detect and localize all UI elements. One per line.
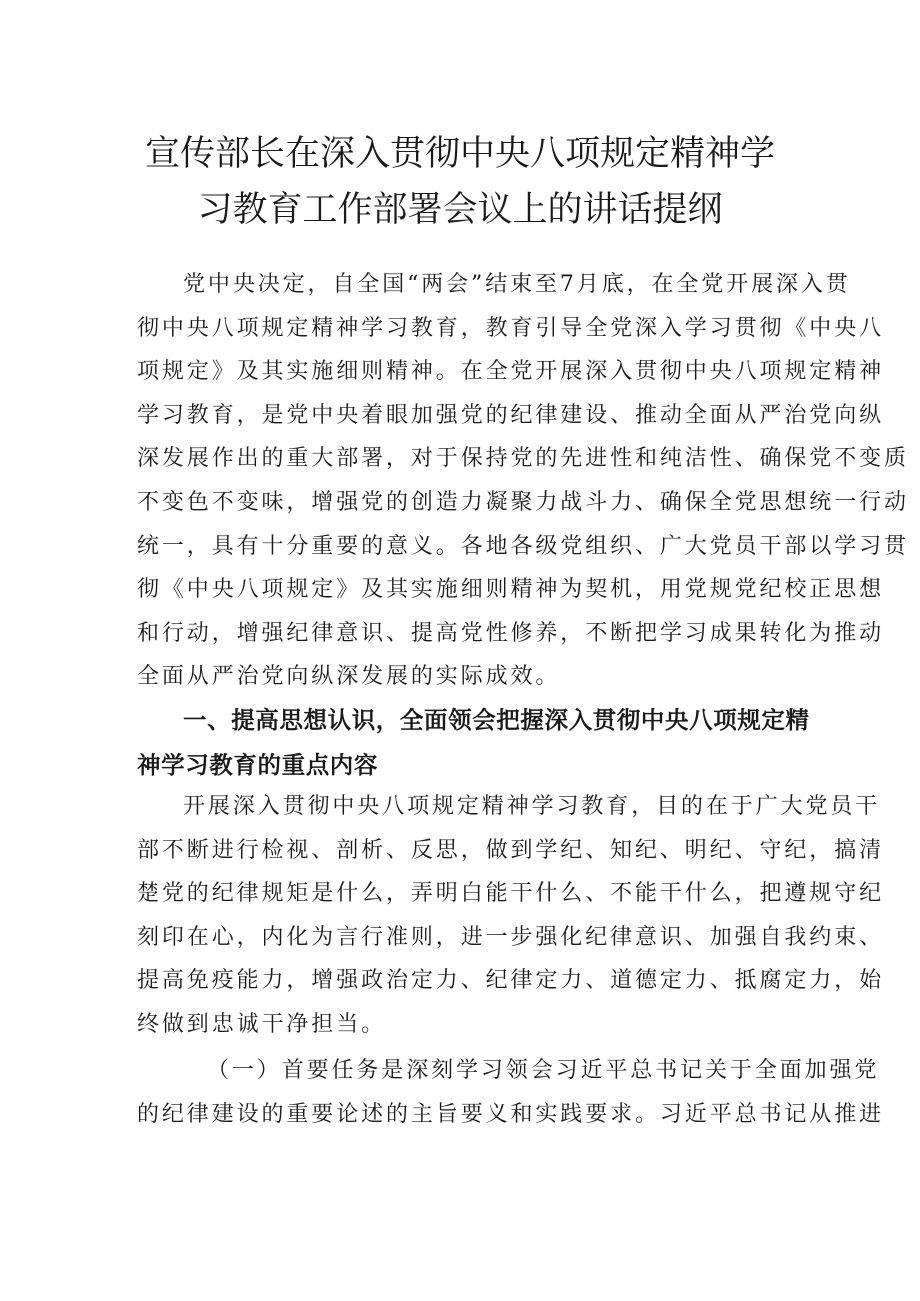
- paragraph-line: 学习教育，是党中央着眼加强党的纪律建设、推动全面从严治党向纵: [137, 402, 885, 428]
- paragraph-line: 党中央决定，自全国“两会”结束至7月底，在全党开展深入贯: [183, 272, 851, 297]
- paragraph-line: 部不断进行检视、剖析、反思，做到学纪、知纪、明纪、守纪，搞清: [137, 837, 885, 863]
- paragraph-line: 开展深入贯彻中央八项规定精神学习教育，目的在于广大党员干: [183, 794, 881, 819]
- paragraph-line: 不变色不变味，增强党的创造力凝聚力战斗力、确保全党思想统一行动: [137, 489, 909, 515]
- paragraph-line: 提高免疫能力，增强政治定力、纪律定力、道德定力、抵腐定力，始: [137, 968, 885, 994]
- paragraph-line: 刻印在心，内化为言行准则，进一步强化纪律意识、加强自我约束、: [137, 924, 885, 950]
- paragraph-line: 终做到忠诚干净担当。: [137, 1011, 387, 1037]
- heading-line: 神学习教育的重点内容: [137, 751, 378, 779]
- section-1-paragraph: [137, 785, 885, 1047]
- paragraph-line: 深发展作出的重大部署，对于保持党的先进性和纯洁性、确保党不变质: [137, 446, 909, 472]
- section-heading-1: [137, 698, 810, 788]
- document-title-line-1: 宣传部长在深入贯彻中央八项规定精神学: [144, 134, 775, 174]
- intro-paragraph: [137, 263, 909, 699]
- document-title-line-2: 习教育工作部署会议上的讲话提纲: [197, 190, 723, 230]
- heading-line: 一、提高思想认识，全面领会把握深入贯彻中央八项规定精: [183, 706, 810, 734]
- paragraph-line: 彻《中央八项规定》及其实施细则精神为契机，用党规党纪校正思想: [137, 577, 885, 603]
- paragraph-line: 项规定》及其实施细则精神。在全党开展深入贯彻中央八项规定精神: [137, 359, 885, 385]
- paragraph-line: 彻中央八项规定精神学习教育，教育引导全党深入学习贯彻《中央八: [137, 315, 885, 341]
- paragraph-line: 的纪律建设的重要论述的主旨要义和实践要求。习近平总书记从推进: [137, 1101, 885, 1127]
- paragraph-line: 全面从严治党向纵深发展的实际成效。: [137, 664, 561, 690]
- subsection-1-paragraph: [137, 1049, 885, 1136]
- paragraph-line: 和行动，增强纪律意识、提高党性修养，不断把学习成果转化为推动: [137, 620, 885, 646]
- paragraph-line: 楚党的纪律规矩是什么，弄明白能干什么、不能干什么，把遵规守纪: [137, 881, 885, 907]
- paragraph-line: （一）首要任务是深刻学习领会习近平总书记关于全面加强党: [207, 1058, 880, 1083]
- paragraph-line: 统一，具有十分重要的意义。各地各级党组织、广大党员干部以学习贯: [137, 533, 909, 559]
